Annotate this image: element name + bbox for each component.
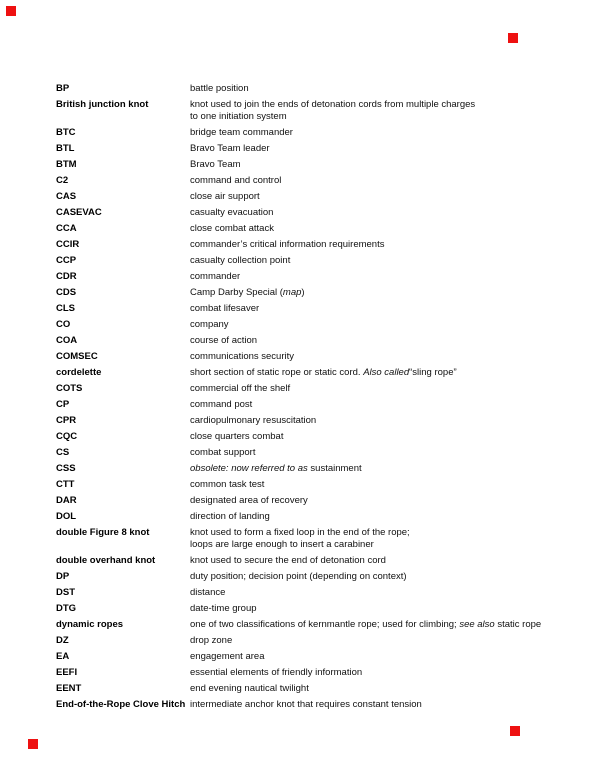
glossary-definition [190, 399, 252, 411]
definition-line [190, 159, 241, 171]
glossary-term: EEFI [56, 667, 78, 678]
glossary-row [56, 635, 541, 647]
definition-segment: cardiopulmonary resuscitation [190, 415, 317, 426]
glossary-row [56, 207, 541, 219]
definition-segment: commander’s critical information requirements [190, 239, 385, 250]
glossary-term: CTT [56, 479, 75, 490]
definition-segment: knot used to secure the end of detonation cord [190, 555, 386, 566]
glossary-definition [190, 667, 362, 679]
definition-line [190, 555, 386, 567]
corner-marker-top-right [508, 33, 518, 43]
glossary-row [56, 587, 541, 599]
glossary-row [56, 191, 541, 203]
definition-segment: drop zone [190, 635, 233, 646]
definition-segment: bridge team commander [190, 127, 293, 138]
definition-segment: close combat attack [190, 223, 274, 234]
glossary-term: DTG [56, 603, 77, 614]
definition-line [190, 143, 270, 155]
definition-segment: common task test [190, 479, 265, 490]
definition-line [190, 191, 260, 203]
glossary-definition [190, 83, 249, 95]
glossary-term: CASEVAC [56, 207, 102, 218]
glossary-row [56, 603, 541, 615]
glossary-term: CAS [56, 191, 77, 202]
definition-segment: knot used to form a fixed loop in the end of the rope; [190, 527, 410, 538]
glossary-row [56, 399, 541, 411]
glossary-definition [190, 463, 362, 475]
definition-segment: date-time group [190, 603, 257, 614]
definition-segment-italic: Also called [363, 367, 410, 378]
glossary-term: DAR [56, 495, 77, 506]
glossary-definition [190, 367, 457, 379]
glossary-row [56, 367, 541, 379]
definition-line [190, 271, 240, 283]
glossary-term: End-of-the-Rope Clove Hitch [56, 699, 186, 710]
definition-segment: to one initiation system [190, 111, 287, 122]
definition-segment-italic: obsolete: now referred to as [190, 463, 311, 474]
glossary-term: CDS [56, 287, 77, 298]
definition-line [190, 431, 283, 443]
glossary-row [56, 271, 541, 283]
glossary-definition [190, 239, 384, 251]
glossary-row [56, 383, 541, 395]
definition-line [190, 539, 410, 551]
glossary-definition [190, 207, 273, 219]
definition-line [190, 207, 273, 219]
glossary-term: CQC [56, 431, 78, 442]
definition-line [190, 335, 257, 347]
corner-marker-top-left [6, 6, 16, 16]
glossary-term: British junction knot [56, 99, 149, 110]
glossary-row [56, 415, 541, 427]
definition-line [190, 383, 290, 395]
glossary-definition [190, 175, 281, 187]
glossary-term: CDR [56, 271, 77, 282]
glossary-definition [190, 319, 229, 331]
glossary-row [56, 159, 541, 171]
definition-segment: communications security [190, 351, 295, 362]
glossary-definition [190, 303, 259, 315]
glossary-term: CCIR [56, 239, 80, 250]
glossary-definition [190, 651, 264, 663]
glossary-term: DZ [56, 635, 69, 646]
glossary-row [56, 223, 541, 235]
glossary-definition [190, 571, 407, 583]
glossary-row [56, 511, 541, 523]
definition-segment: company [190, 319, 229, 330]
definition-segment: direction of landing [190, 511, 270, 522]
definition-line [190, 319, 229, 331]
definition-line [190, 447, 255, 459]
definition-line [190, 651, 264, 663]
definition-segment: engagement area [190, 651, 265, 662]
glossary-term: CS [56, 447, 70, 458]
definition-line [190, 511, 270, 523]
glossary-row [56, 571, 541, 583]
glossary-row [56, 667, 541, 679]
glossary-definition [190, 351, 294, 363]
glossary-definition [190, 511, 270, 523]
glossary-definition [190, 587, 225, 599]
definition-line [190, 463, 362, 475]
glossary-term: COMSEC [56, 351, 98, 362]
definition-segment: short section of static rope or static cord. [190, 367, 364, 378]
glossary-row [56, 495, 541, 507]
corner-marker-bottom-left [28, 739, 38, 749]
glossary-term: COA [56, 335, 78, 346]
glossary-row [56, 479, 541, 491]
definition-segment: duty position; decision point (depending on context) [190, 571, 407, 582]
definition-line [190, 619, 541, 631]
definition-segment-italic: see also [459, 619, 495, 630]
definition-segment: commander [190, 271, 241, 282]
glossary-term: COTS [56, 383, 83, 394]
glossary-term: BP [56, 83, 70, 94]
glossary-definition [190, 383, 290, 395]
glossary-definition [190, 635, 232, 647]
definition-line [190, 683, 309, 695]
glossary-row [56, 319, 541, 331]
definition-segment: combat lifesaver [190, 303, 260, 314]
definition-line [190, 127, 293, 139]
glossary-term: DOL [56, 511, 77, 522]
definition-line [190, 351, 294, 363]
glossary-term: BTL [56, 143, 75, 154]
glossary-row [56, 83, 541, 95]
definition-segment: “sling rope” [409, 367, 457, 378]
glossary-definition [190, 495, 308, 507]
glossary-row [56, 335, 541, 347]
glossary-row [56, 619, 541, 631]
glossary-definition [190, 527, 410, 551]
definition-segment: designated area of recovery [190, 495, 308, 506]
glossary-definition [190, 159, 241, 171]
glossary-row [56, 127, 541, 139]
definition-segment: Camp Darby Special ( [190, 287, 283, 298]
glossary-definition [190, 287, 305, 299]
definition-segment: knot used to join the ends of detonation cords from multiple charges [190, 99, 476, 110]
glossary-term: CPR [56, 415, 77, 426]
definition-line [190, 239, 384, 251]
definition-segment: static rope [494, 619, 542, 630]
definition-line [190, 603, 257, 615]
glossary-term: EA [56, 651, 70, 662]
definition-line [190, 99, 475, 111]
definition-segment: commercial off the shelf [190, 383, 291, 394]
definition-segment: distance [190, 587, 226, 598]
glossary-row [56, 651, 541, 663]
glossary-term: CCA [56, 223, 77, 234]
definition-segment: close air support [190, 191, 260, 202]
definition-line [190, 571, 407, 583]
glossary-row [56, 527, 541, 551]
definition-line [190, 287, 305, 299]
definition-line [190, 479, 264, 491]
glossary-term: CCP [56, 255, 77, 266]
glossary-term: C2 [56, 175, 69, 186]
definition-segment: casualty evacuation [190, 207, 274, 218]
definition-line [190, 399, 252, 411]
glossary-row [56, 255, 541, 267]
glossary-definition [190, 127, 293, 139]
glossary-term: CP [56, 399, 70, 410]
glossary-list [56, 83, 541, 715]
glossary-definition [190, 683, 309, 695]
definition-segment: essential elements of friendly information [190, 667, 363, 678]
definition-segment: command post [190, 399, 253, 410]
glossary-term: CO [56, 319, 71, 330]
definition-segment: command and control [190, 175, 282, 186]
glossary-definition [190, 223, 274, 235]
glossary-term: cordelette [56, 367, 102, 378]
definition-line [190, 175, 281, 187]
glossary-definition [190, 415, 316, 427]
definition-line [190, 667, 362, 679]
glossary-term: double overhand knot [56, 555, 156, 566]
definition-segment: intermediate anchor knot that requires constant tension [190, 699, 422, 710]
definition-segment: casualty collection point [190, 255, 291, 266]
glossary-row [56, 99, 541, 123]
glossary-definition [190, 431, 283, 443]
glossary-definition [190, 99, 475, 123]
glossary-definition [190, 191, 260, 203]
definition-line [190, 699, 422, 711]
definition-line [190, 111, 475, 123]
glossary-definition [190, 255, 290, 267]
glossary-row [56, 175, 541, 187]
glossary-definition [190, 143, 270, 155]
definition-segment: course of action [190, 335, 258, 346]
definition-segment: battle position [190, 83, 249, 94]
glossary-definition [190, 335, 257, 347]
definition-line [190, 303, 259, 315]
glossary-term: double Figure 8 knot [56, 527, 150, 538]
glossary-term: BTC [56, 127, 76, 138]
glossary-term: EENT [56, 683, 82, 694]
definition-segment: one of two classifications of kernmantle rope; used for climbing; [190, 619, 460, 630]
definition-segment: ) [301, 287, 305, 298]
definition-line [190, 527, 410, 539]
glossary-row [56, 683, 541, 695]
definition-segment: end evening nautical twilight [190, 683, 309, 694]
glossary-definition [190, 555, 386, 567]
glossary-row [56, 447, 541, 459]
definition-segment: loops are large enough to insert a carabiner [190, 539, 374, 550]
glossary-term: BTM [56, 159, 77, 170]
definition-segment: Bravo Team [190, 159, 241, 170]
definition-line [190, 367, 457, 379]
glossary-definition [190, 603, 257, 615]
definition-segment-italic: map [282, 287, 302, 298]
glossary-term: DST [56, 587, 75, 598]
glossary-row [56, 351, 541, 363]
definition-line [190, 495, 308, 507]
glossary-row [56, 463, 541, 475]
glossary-row [56, 287, 541, 299]
definition-line [190, 587, 225, 599]
definition-line [190, 223, 274, 235]
glossary-term: dynamic ropes [56, 619, 124, 630]
glossary-row [56, 303, 541, 315]
definition-line [190, 83, 249, 95]
glossary-row [56, 143, 541, 155]
glossary-definition [190, 619, 541, 631]
glossary-definition [190, 271, 240, 283]
glossary-row [56, 699, 541, 711]
definition-line [190, 255, 290, 267]
glossary-term: CLS [56, 303, 75, 314]
glossary-term: CSS [56, 463, 76, 474]
definition-segment: combat support [190, 447, 256, 458]
definition-segment: sustainment [310, 463, 362, 474]
definition-segment: close quarters combat [190, 431, 284, 442]
definition-line [190, 415, 316, 427]
glossary-row [56, 431, 541, 443]
glossary-row [56, 239, 541, 251]
glossary-definition [190, 479, 264, 491]
glossary-row [56, 555, 541, 567]
glossary-definition [190, 699, 422, 711]
glossary-definition [190, 447, 255, 459]
definition-segment: Bravo Team leader [190, 143, 270, 154]
corner-marker-bottom-right [510, 726, 520, 736]
definition-line [190, 635, 232, 647]
glossary-term: DP [56, 571, 70, 582]
